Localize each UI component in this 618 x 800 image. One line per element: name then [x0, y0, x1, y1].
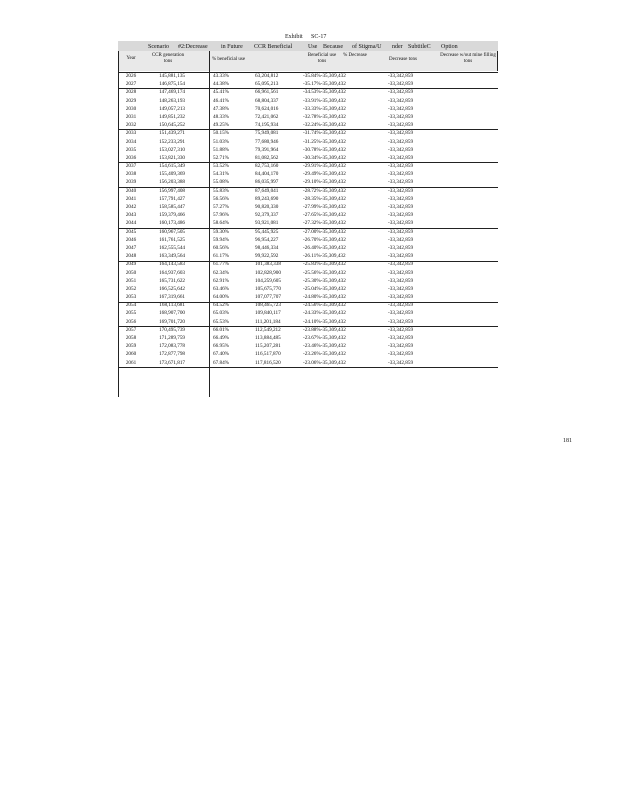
cell-decrease-tons: -33,342,859	[388, 187, 414, 194]
cell-ccr-generation: 160,173,486	[159, 220, 185, 227]
cell-pct-beneficial: 67.40%	[213, 351, 229, 358]
cell-decrease-tons: -33,342,859	[388, 277, 414, 284]
cell-ccr-generation: 149,851,232	[159, 113, 185, 120]
cell-decrease-tons: -33,342,859	[388, 294, 414, 301]
cell-year: 2037	[125, 163, 137, 170]
table-row	[118, 211, 498, 219]
cell-decrease-tons: -33,342,859	[388, 204, 414, 210]
cell-year: 2057	[125, 326, 137, 333]
cell-ccr-generation: 173,671,817	[159, 359, 185, 366]
cell-pct-beneficial: 44.38%	[213, 81, 229, 88]
cell-ccr-generation: 166,525,642	[159, 285, 185, 292]
cell-pct-beneficial: 62.91%	[213, 277, 229, 284]
cell-ccr-generation: 160,967,505	[159, 228, 185, 235]
cell-decrease-tons: -33,342,859	[388, 171, 414, 178]
exhibit-number: SC-17	[311, 34, 327, 40]
cell-beneficial-tons: 105,675,770	[255, 285, 281, 292]
header-of-stigma: of Stigma/U	[352, 44, 382, 50]
cell-decrease-tons: -33,342,859	[388, 220, 414, 227]
cell-decrease-tons: -33,342,859	[388, 351, 414, 358]
cell-decrease-tons: -33,342,859	[388, 195, 414, 202]
cell-pct-beneficial: 63.46%	[213, 285, 229, 292]
row-divider	[118, 187, 498, 188]
cell-year: 2041	[125, 195, 137, 202]
cell-ccr-generation: 168,113,681	[159, 302, 185, 309]
cell-beneficial-tons: 117,816,520	[255, 359, 281, 366]
cell-decrease-tons: -33,342,859	[388, 89, 414, 96]
table-row	[118, 318, 498, 326]
cell-decrease-tons: -33,342,859	[388, 122, 414, 129]
cell-year: 2033	[125, 130, 137, 137]
table-row	[118, 228, 498, 236]
cell-year: 2043	[125, 212, 137, 219]
cell-pct-beneficial: 59.30%	[213, 228, 229, 235]
cell-beneficial-tons: 81,082,562	[255, 154, 279, 161]
cell-beneficial-tons: 75,949,081	[255, 130, 279, 137]
cell-year: 2035	[125, 146, 137, 153]
row-divider	[118, 88, 498, 89]
cell-year: 2049	[125, 261, 137, 268]
cell-decrease-tons: -33,342,859	[388, 253, 414, 260]
cell-decrease-tons: -33,342,859	[388, 269, 414, 276]
cell-ccr-generation: 153,027,310	[159, 146, 185, 153]
cell-pct-beneficial: 65.03%	[213, 310, 229, 317]
cell-beneficial-tons: 79,391,964	[255, 146, 279, 153]
cell-beneficial-tons: 104,259,605	[255, 277, 281, 284]
cell-year: 2030	[125, 105, 137, 112]
header-option: Option	[441, 44, 458, 50]
cell-decrease-tons: -33,342,859	[388, 154, 414, 161]
cell-decrease-tons: -33,342,859	[388, 113, 414, 120]
cell-ccr-generation: 149,057,213	[159, 105, 185, 112]
cell-ccr-generation: 162,555,544	[159, 244, 185, 251]
cell-ccr-generation: 150,645,252	[159, 122, 185, 129]
col-pct-beneficial: % beneficial use	[212, 57, 246, 62]
cell-pct-decrease: -27.99%-35,309,432	[303, 204, 346, 210]
cell-pct-beneficial: 64.00%	[213, 294, 229, 301]
cell-pct-decrease: -23.46%-35,309,432	[303, 343, 346, 350]
cell-beneficial-tons: 70,624,016	[255, 105, 279, 112]
cell-ccr-generation: 172,083,778	[159, 343, 185, 350]
table-row	[118, 293, 498, 301]
table-row	[118, 178, 498, 186]
cell-beneficial-tons: 111,201,184	[255, 318, 281, 325]
cell-ccr-generation: 170,495,739	[159, 326, 185, 333]
cell-pct-beneficial: 50.15%	[213, 130, 229, 137]
cell-pct-decrease: -32.78%-35,309,432	[303, 113, 346, 120]
table-row	[118, 170, 498, 178]
row-divider	[118, 302, 498, 303]
cell-pct-decrease: -26.11%-35,309,432	[303, 253, 346, 260]
cell-year: 2046	[125, 236, 137, 243]
cell-beneficial-tons: 99,922,592	[255, 253, 279, 260]
table-row	[118, 97, 498, 105]
cell-beneficial-tons: 68,804,337	[255, 97, 279, 104]
table-row	[118, 252, 498, 260]
cell-pct-decrease: -28.35%-35,309,432	[303, 195, 346, 202]
table-row	[118, 105, 498, 113]
cell-ccr-generation: 152,233,291	[159, 138, 185, 145]
table-row	[118, 187, 498, 195]
cell-beneficial-tons: 77,680,946	[255, 138, 279, 145]
cell-pct-decrease: -27.00%-35,309,432	[303, 228, 346, 235]
cell-pct-beneficial: 66.01%	[213, 326, 229, 333]
cell-ccr-generation: 145,881,135	[159, 73, 185, 79]
cell-ccr-generation: 167,319,661	[159, 294, 185, 301]
cell-decrease-tons: -33,342,859	[388, 261, 414, 268]
row-divider	[118, 326, 498, 327]
cell-year: 2053	[125, 294, 137, 301]
col-ccr-generation: CCR generation tons	[151, 53, 185, 64]
cell-year: 2044	[125, 220, 137, 227]
cell-year: 2060	[125, 351, 137, 358]
table-row	[118, 342, 498, 350]
data-table	[118, 72, 498, 367]
cell-decrease-tons: -33,342,859	[388, 146, 414, 153]
cell-beneficial-tons: 112,549,212	[255, 326, 281, 333]
table-row	[118, 244, 498, 252]
cell-pct-decrease: -32.24%-35,309,432	[303, 122, 346, 129]
row-divider	[118, 367, 498, 368]
cell-beneficial-tons: 63,204,812	[255, 73, 279, 79]
cell-year: 2031	[125, 113, 137, 120]
table-row	[118, 260, 498, 268]
cell-beneficial-tons: 87,649,041	[255, 187, 279, 194]
cell-pct-beneficial: 53.52%	[213, 163, 229, 170]
cell-pct-decrease: -30.34%-35,309,432	[303, 154, 346, 161]
cell-ccr-generation: 169,701,720	[159, 318, 185, 325]
cell-beneficial-tons: 95,445,925	[255, 228, 279, 235]
cell-pct-decrease: -23.06%-35,309,432	[303, 359, 346, 366]
cell-pct-decrease: -23.26%-35,309,432	[303, 351, 346, 358]
header-in-future: in Future	[221, 44, 243, 50]
cell-pct-beneficial: 64.52%	[213, 302, 229, 309]
cell-ccr-generation: 147,469,174	[159, 89, 185, 96]
cell-pct-beneficial: 54.31%	[213, 171, 229, 178]
cell-ccr-generation: 155,409,369	[159, 171, 185, 178]
cell-year: 2056	[125, 318, 137, 325]
cell-decrease-tons: -33,342,859	[388, 105, 414, 112]
cell-year: 2051	[125, 277, 137, 284]
table-row	[118, 146, 498, 154]
table-row	[118, 269, 498, 277]
row-divider	[118, 228, 498, 229]
cell-pct-beneficial: 66.95%	[213, 343, 229, 350]
cell-decrease-tons: -33,342,859	[388, 359, 414, 366]
table-row	[118, 154, 498, 162]
cell-pct-beneficial: 60.56%	[213, 244, 229, 251]
cell-pct-decrease: -23.88%-35,309,432	[303, 326, 346, 333]
cell-beneficial-tons: 115,207,281	[255, 343, 281, 350]
cell-pct-beneficial: 43.33%	[213, 73, 229, 79]
table-row	[118, 309, 498, 317]
cell-pct-beneficial: 45.41%	[213, 89, 229, 96]
cell-pct-beneficial: 57.96%	[213, 212, 229, 219]
cell-pct-decrease: -33.33%-35,309,432	[303, 105, 346, 112]
rule-mid	[209, 51, 210, 397]
cell-ccr-generation: 164,937,603	[159, 269, 185, 276]
table-row	[118, 277, 498, 285]
table-row	[118, 113, 498, 121]
cell-pct-decrease: -34.53%-35,309,432	[303, 89, 346, 96]
cell-beneficial-tons: 86,035,997	[255, 179, 279, 186]
cell-year: 2028	[125, 89, 137, 96]
cell-year: 2055	[125, 310, 137, 317]
cell-beneficial-tons: 65,095,213	[255, 81, 279, 88]
cell-year: 2061	[125, 359, 137, 366]
cell-beneficial-tons: 107,077,707	[255, 294, 281, 301]
cell-pct-decrease: -26.70%-35,309,432	[303, 236, 346, 243]
cell-beneficial-tons: 113,884,485	[255, 335, 281, 341]
cell-beneficial-tons: 108,465,723	[255, 302, 281, 309]
row-divider	[118, 261, 498, 262]
col-decrease-wout-mine: Decrease w/out mine filling tons	[440, 53, 496, 64]
cell-beneficial-tons: 98,446,334	[255, 244, 279, 251]
row-divider	[118, 162, 498, 163]
cell-pct-beneficial: 51.88%	[213, 146, 229, 153]
table-row	[118, 80, 498, 88]
cell-pct-decrease: -27.65%-35,309,432	[303, 212, 346, 219]
cell-pct-decrease: -25.56%-35,309,432	[303, 269, 346, 276]
table-row	[118, 301, 498, 309]
cell-pct-decrease: -31.25%-35,309,432	[303, 138, 346, 145]
cell-beneficial-tons: 72,421,062	[255, 113, 279, 120]
cell-pct-beneficial: 66.49%	[213, 335, 229, 341]
cell-ccr-generation: 158,585,447	[159, 204, 185, 210]
exhibit-label: Exhibit	[285, 34, 303, 40]
cell-year: 2047	[125, 244, 137, 251]
header-nder: nder	[392, 44, 403, 50]
cell-ccr-generation: 154,615,349	[159, 163, 185, 170]
cell-year: 2059	[125, 343, 137, 350]
cell-pct-beneficial: 57.27%	[213, 204, 229, 210]
cell-pct-beneficial: 58.64%	[213, 220, 229, 227]
cell-decrease-tons: -33,342,859	[388, 97, 414, 104]
cell-pct-beneficial: 61.77%	[213, 261, 229, 268]
cell-pct-decrease: -29.10%-35,309,432	[303, 179, 346, 186]
cell-pct-decrease: -25.04%-35,309,432	[303, 285, 346, 292]
cell-beneficial-tons: 66,961,561	[255, 89, 279, 96]
cell-year: 2050	[125, 269, 137, 276]
cell-beneficial-tons: 93,921,081	[255, 220, 279, 227]
header-scenario: Scenario	[148, 44, 169, 50]
cell-decrease-tons: -33,342,859	[388, 244, 414, 251]
cell-year: 2034	[125, 138, 137, 145]
cell-pct-decrease: -24.10%-35,309,432	[303, 318, 346, 325]
cell-decrease-tons: -33,342,859	[388, 138, 414, 145]
cell-year: 2045	[125, 228, 137, 235]
cell-year: 2042	[125, 204, 137, 210]
cell-pct-decrease: -23.67%-35,309,432	[303, 335, 346, 341]
col-decrease-tons: Decrease tons	[389, 57, 417, 62]
cell-pct-beneficial: 55.08%	[213, 179, 229, 186]
cell-decrease-tons: -33,342,859	[388, 310, 414, 317]
cell-year: 2048	[125, 253, 137, 260]
cell-ccr-generation: 146,875,154	[159, 81, 185, 88]
cell-decrease-tons: -33,342,859	[388, 302, 414, 309]
cell-year: 2052	[125, 285, 137, 292]
cell-year: 2040	[125, 187, 137, 194]
rule-left	[118, 51, 119, 397]
col-year: Year	[126, 56, 136, 61]
cell-ccr-generation: 153,821,330	[159, 154, 185, 161]
cell-pct-beneficial: 62.34%	[213, 269, 229, 276]
cell-pct-beneficial: 51.03%	[213, 138, 229, 145]
table-row	[118, 195, 498, 203]
cell-ccr-generation: 172,877,798	[159, 351, 185, 358]
cell-pct-decrease: -29.49%-35,309,432	[303, 171, 346, 178]
cell-pct-decrease: -24.33%-35,309,432	[303, 310, 346, 317]
table-row	[118, 138, 498, 146]
cell-pct-decrease: -27.32%-35,309,432	[303, 220, 346, 227]
cell-decrease-tons: -33,342,859	[388, 326, 414, 333]
cell-pct-beneficial: 55.83%	[213, 187, 229, 194]
cell-pct-beneficial: 67.84%	[213, 359, 229, 366]
cell-ccr-generation: 151,439,271	[159, 130, 185, 137]
cell-pct-decrease: -28.72%-35,309,432	[303, 187, 346, 194]
header-ccr-beneficial: CCR Beneficial	[254, 44, 293, 50]
cell-pct-decrease: -30.78%-35,309,432	[303, 146, 346, 153]
table-row	[118, 350, 498, 358]
cell-decrease-tons: -33,342,859	[388, 285, 414, 292]
table-row	[118, 285, 498, 293]
cell-pct-decrease: -29.91%-35,309,432	[303, 163, 346, 170]
header-because: Because	[323, 44, 343, 50]
cell-pct-decrease: -25.30%-35,309,432	[303, 277, 346, 284]
header-subtitle-c: SubtitleC	[408, 44, 431, 50]
cell-pct-decrease: -26.40%-35,309,432	[303, 244, 346, 251]
cell-beneficial-tons: 84,404,170	[255, 171, 279, 178]
col-pct-decrease: % Decrease	[343, 53, 367, 58]
cell-ccr-generation: 171,289,759	[159, 335, 185, 341]
cell-pct-decrease: -33.91%-35,309,432	[303, 97, 346, 104]
cell-ccr-generation: 164,143,583	[159, 261, 185, 268]
table-row	[118, 359, 498, 367]
cell-decrease-tons: -33,342,859	[388, 343, 414, 350]
table-row	[118, 162, 498, 170]
table-row	[118, 88, 498, 96]
cell-ccr-generation: 161,761,525	[159, 236, 185, 243]
cell-beneficial-tons: 96,954,227	[255, 236, 279, 243]
cell-ccr-generation: 163,349,564	[159, 253, 185, 260]
cell-beneficial-tons: 109,840,117	[255, 310, 281, 317]
cell-ccr-generation: 157,791,427	[159, 195, 185, 202]
cell-beneficial-tons: 92,379,337	[255, 212, 279, 219]
cell-beneficial-tons: 90,820,330	[255, 204, 279, 210]
cell-decrease-tons: -33,342,859	[388, 236, 414, 243]
cell-pct-beneficial: 56.56%	[213, 195, 229, 202]
cell-pct-beneficial: 61.17%	[213, 253, 229, 260]
cell-decrease-tons: -33,342,859	[388, 318, 414, 325]
cell-year: 2036	[125, 154, 137, 161]
header-decrease: #2:Decrease	[178, 44, 208, 50]
cell-year: 2054	[125, 302, 137, 309]
table-row	[118, 72, 498, 80]
cell-decrease-tons: -33,342,859	[388, 335, 414, 341]
cell-decrease-tons: -33,342,859	[388, 179, 414, 186]
table-row	[118, 326, 498, 334]
table-row	[118, 121, 498, 129]
cell-ccr-generation: 168,907,700	[159, 310, 185, 317]
cell-beneficial-tons: 82,753,160	[255, 163, 279, 170]
page-number: 181	[563, 438, 572, 444]
cell-pct-beneficial: 59.94%	[213, 236, 229, 243]
cell-pct-beneficial: 46.41%	[213, 97, 229, 104]
cell-decrease-tons: -33,342,859	[388, 73, 414, 79]
cell-pct-beneficial: 65.53%	[213, 318, 229, 325]
row-divider	[118, 129, 498, 130]
cell-beneficial-tons: 74,195,934	[255, 122, 279, 129]
table-row	[118, 219, 498, 227]
cell-ccr-generation: 156,203,388	[159, 179, 185, 186]
cell-year: 2026	[125, 73, 137, 79]
table-row	[118, 129, 498, 137]
table-row	[118, 236, 498, 244]
cell-pct-beneficial: 47.38%	[213, 105, 229, 112]
cell-ccr-generation: 159,379,466	[159, 212, 185, 219]
cell-beneficial-tons: 116,517,870	[255, 351, 281, 358]
cell-pct-decrease: -24.80%-35,309,432	[303, 294, 346, 301]
cell-pct-decrease: -31.74%-35,309,432	[303, 130, 346, 137]
cell-pct-decrease: -35.17%-35,309,432	[303, 81, 346, 88]
cell-decrease-tons: -33,342,859	[388, 81, 414, 88]
cell-beneficial-tons: 102,828,900	[255, 269, 281, 276]
cell-pct-decrease: -35.84%-35,309,432	[303, 73, 346, 79]
cell-pct-decrease: -25.83%-35,309,432	[303, 261, 346, 268]
header-use: Use	[308, 44, 318, 50]
cell-year: 2029	[125, 97, 137, 104]
table-row	[118, 334, 498, 342]
cell-pct-beneficial: 48.33%	[213, 113, 229, 120]
cell-year: 2039	[125, 179, 137, 186]
row-divider	[118, 72, 498, 73]
cell-pct-beneficial: 52.71%	[213, 154, 229, 161]
cell-decrease-tons: -33,342,859	[388, 163, 414, 170]
cell-pct-decrease: -24.56%-35,309,432	[303, 302, 346, 309]
cell-year: 2027	[125, 81, 137, 88]
cell-year: 2058	[125, 335, 137, 341]
cell-year: 2032	[125, 122, 137, 129]
cell-ccr-generation: 148,263,193	[159, 97, 185, 104]
cell-pct-beneficial: 49.25%	[213, 122, 229, 129]
cell-ccr-generation: 156,997,408	[159, 187, 185, 194]
table-row	[118, 203, 498, 211]
cell-beneficial-tons: 89,243,690	[255, 195, 279, 202]
cell-year: 2038	[125, 171, 137, 178]
cell-decrease-tons: -33,342,859	[388, 212, 414, 219]
cell-decrease-tons: -33,342,859	[388, 228, 414, 235]
cell-ccr-generation: 165,731,622	[159, 277, 185, 284]
col-beneficial-tons: Beneficial use tons	[307, 53, 337, 64]
cell-beneficial-tons: 101,383,338	[255, 261, 281, 268]
cell-decrease-tons: -33,342,859	[388, 130, 414, 137]
rule-right	[497, 51, 498, 71]
